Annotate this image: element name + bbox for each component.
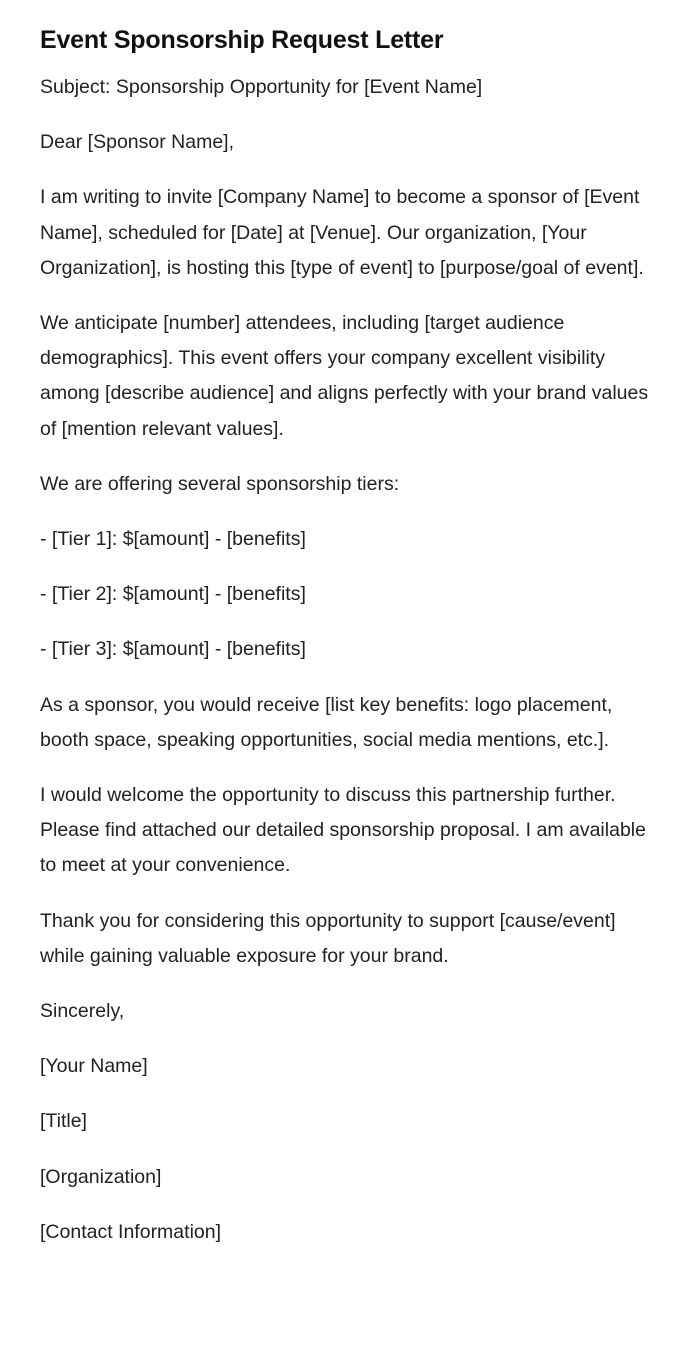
signature-name: [Your Name] xyxy=(40,1055,148,1078)
intro-paragraph: I am writing to invite [Company Name] to become a sponsor of [Event Name], scheduled for [Date] at [Venue]. Our organization, [Your Organization], is hosting this [type of event] to [purpose/goal of event]. xyxy=(40,186,644,279)
salutation: Dear [Sponsor Name], xyxy=(40,131,235,154)
letter-title: Event Sponsorship Request Letter xyxy=(40,26,444,54)
subject-line: Subject: Sponsorship Opportunity for [Event Name] xyxy=(40,76,483,98)
tier-1-line: - [Tier 1]: $[amount] - [benefits] xyxy=(40,528,306,551)
thanks-paragraph: Thank you for considering this opportunity to support [cause/event] while gaining valuable exposure for your brand. xyxy=(40,909,616,967)
tiers-intro: We are offering several sponsorship tiers: xyxy=(40,472,400,495)
closing: Sincerely, xyxy=(40,1000,125,1023)
benefits-paragraph: As a sponsor, you would receive [list key benefits: logo placement, booth space, speaking opportunities, social media mentions, etc.]. xyxy=(40,693,613,751)
tier-2-line: - [Tier 2]: $[amount] - [benefits] xyxy=(40,583,306,606)
tier-3-line: - [Tier 3]: $[amount] - [benefits] xyxy=(40,638,306,661)
signature-title: [Title] xyxy=(40,1110,87,1133)
signature-organization: [Organization] xyxy=(40,1165,162,1188)
audience-paragraph: We anticipate [number] attendees, including [target audience demographics]. This event offers your company excellent visibility among [describe audience] and aligns perfectly with your brand values of [mention relevant values]. xyxy=(40,312,649,440)
discussion-paragraph: I would welcome the opportunity to discuss this partnership further. Please find attached our detailed sponsorship proposal. I am available to meet at your convenience. xyxy=(40,784,646,877)
signature-contact: [Contact Information] xyxy=(40,1220,222,1243)
